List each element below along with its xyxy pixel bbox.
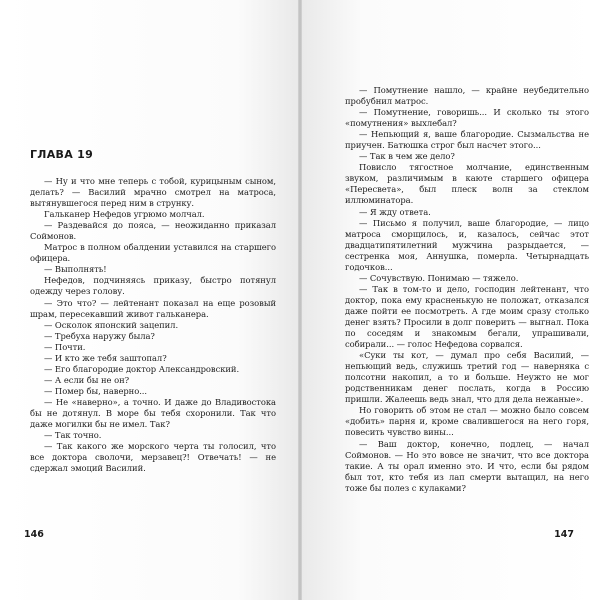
- paragraph: — Так в том-то и дело, господин лейтенант, что доктор, пока ему красненькую не положат, отказался даже пойти ее посмотреть. А где моим сразу столько денег взять? Просили в долг поверить — выгнал. Пока по соседям и знакомым бегали, упрашивали, собирали... — голос Нефедова сорвался.: [345, 283, 589, 350]
- paragraph: — Требуха наружу была?: [44, 330, 155, 341]
- paragraph: — Ну и что мне теперь с тобой, курицыным сыном, делать? — Василий мрачно смотрел на матроса, вытянувшегося перед ним в струнку.: [30, 176, 276, 209]
- paragraph: — Его благородие доктор Александровский.: [44, 363, 240, 374]
- paragraph: — Это что? — лейтенант показал на еще розовый шрам, пересекавший живот гальканера.: [30, 297, 276, 319]
- chapter-title: ГЛАВА 19: [30, 148, 94, 161]
- paragraph: — Ваш доктор, конечно, подлец, — начал Соймонов. — Но это вовсе не значит, что все доктора такие. А ты орал именно это. И что, если бы рядом был тот, кто тебя из лап смерти вытащил, на него тоже бы полез с кулаками?: [345, 438, 589, 493]
- paragraph: Матрос в полном обалдении уставился на старшего офицера.: [30, 242, 276, 264]
- paragraph: — Выполнять!: [44, 264, 107, 275]
- paragraph: — Помутнение, говоришь... И сколько ты этого «помутнения» выхлебал?: [345, 107, 589, 129]
- paragraph: — Письмо я получил, ваше благородие, — лицо матроса сморщилось, и, казалось, сейчас этот двадцатипятилетний мужчина разрыдается, — сестренка моя, Аннушка, померла. Четырнадцать годочков...: [345, 217, 589, 272]
- paragraph: — Помутнение нашло, — крайне неубедительно пробубнил матрос.: [345, 85, 589, 107]
- right-page: [302, 0, 600, 600]
- page-number-left: 146: [24, 529, 44, 540]
- paragraph: «Суки ты кот, — думал про себя Василий, — непьющий ведь, служишь третий год — наверняка с полсотни накопил, а то и больше. Неужто не мог родственникам денег послать, когда в Россию пришли. Жалеешь ведь знал, что для дела нежаные».: [345, 350, 589, 405]
- paragraph: — Осколок японский зацепил.: [44, 319, 179, 330]
- paragraph: — Так какого же морского черта ты голосил, что все доктора сволочи, мерзавец?! Отвечать! — не сдержал эмоций Василий.: [30, 441, 276, 474]
- paragraph: Гальканер Нефедов угрюмо молчал.: [44, 209, 205, 220]
- paragraph: Повисло тягостное молчание, единственным звуком, различимым в каюте старшего офицера «Пересвета», был плеск волн за стеклом иллюминатора.: [345, 162, 589, 206]
- paragraph: Нефедов, подчиняясь приказу, быстро потянул одежду через голову.: [30, 275, 276, 297]
- left-page: [0, 0, 298, 600]
- page-number-right: 147: [554, 529, 574, 540]
- paragraph: — Непьющий я, ваше благородие. Сызмальства не приучен. Батюшка строг был насчет этого...: [345, 129, 589, 151]
- paragraph: — И кто же тебя заштопал?: [44, 352, 167, 363]
- paragraph: — Не «наверно», а точно. И даже до Владивостока бы не дотянул. В море бы тебя схоронили. Так что даже могилки бы не имел. Так?: [30, 396, 276, 430]
- paragraph: — Так точно.: [44, 430, 102, 441]
- paragraph: — Я жду ответа.: [359, 206, 431, 217]
- paragraph: — Сочувствую. Понимаю — тяжело.: [359, 272, 519, 283]
- paragraph: — А если бы не он?: [44, 374, 130, 385]
- right-page-text: [345, 85, 589, 494]
- left-page-text: [30, 176, 276, 474]
- paragraph: — Так в чем же дело?: [359, 151, 455, 162]
- paragraph: — Раздевайся до пояса, — неожиданно приказал Соймонов.: [30, 220, 276, 242]
- paragraph: Но говорить об этом не стал — можно было совсем «добить» парня и, кроме свалившегося на него горя, повесить чувство вины...: [345, 405, 589, 438]
- paragraph: — Помер бы, наверно...: [44, 385, 148, 396]
- paragraph: — Почти.: [44, 341, 86, 352]
